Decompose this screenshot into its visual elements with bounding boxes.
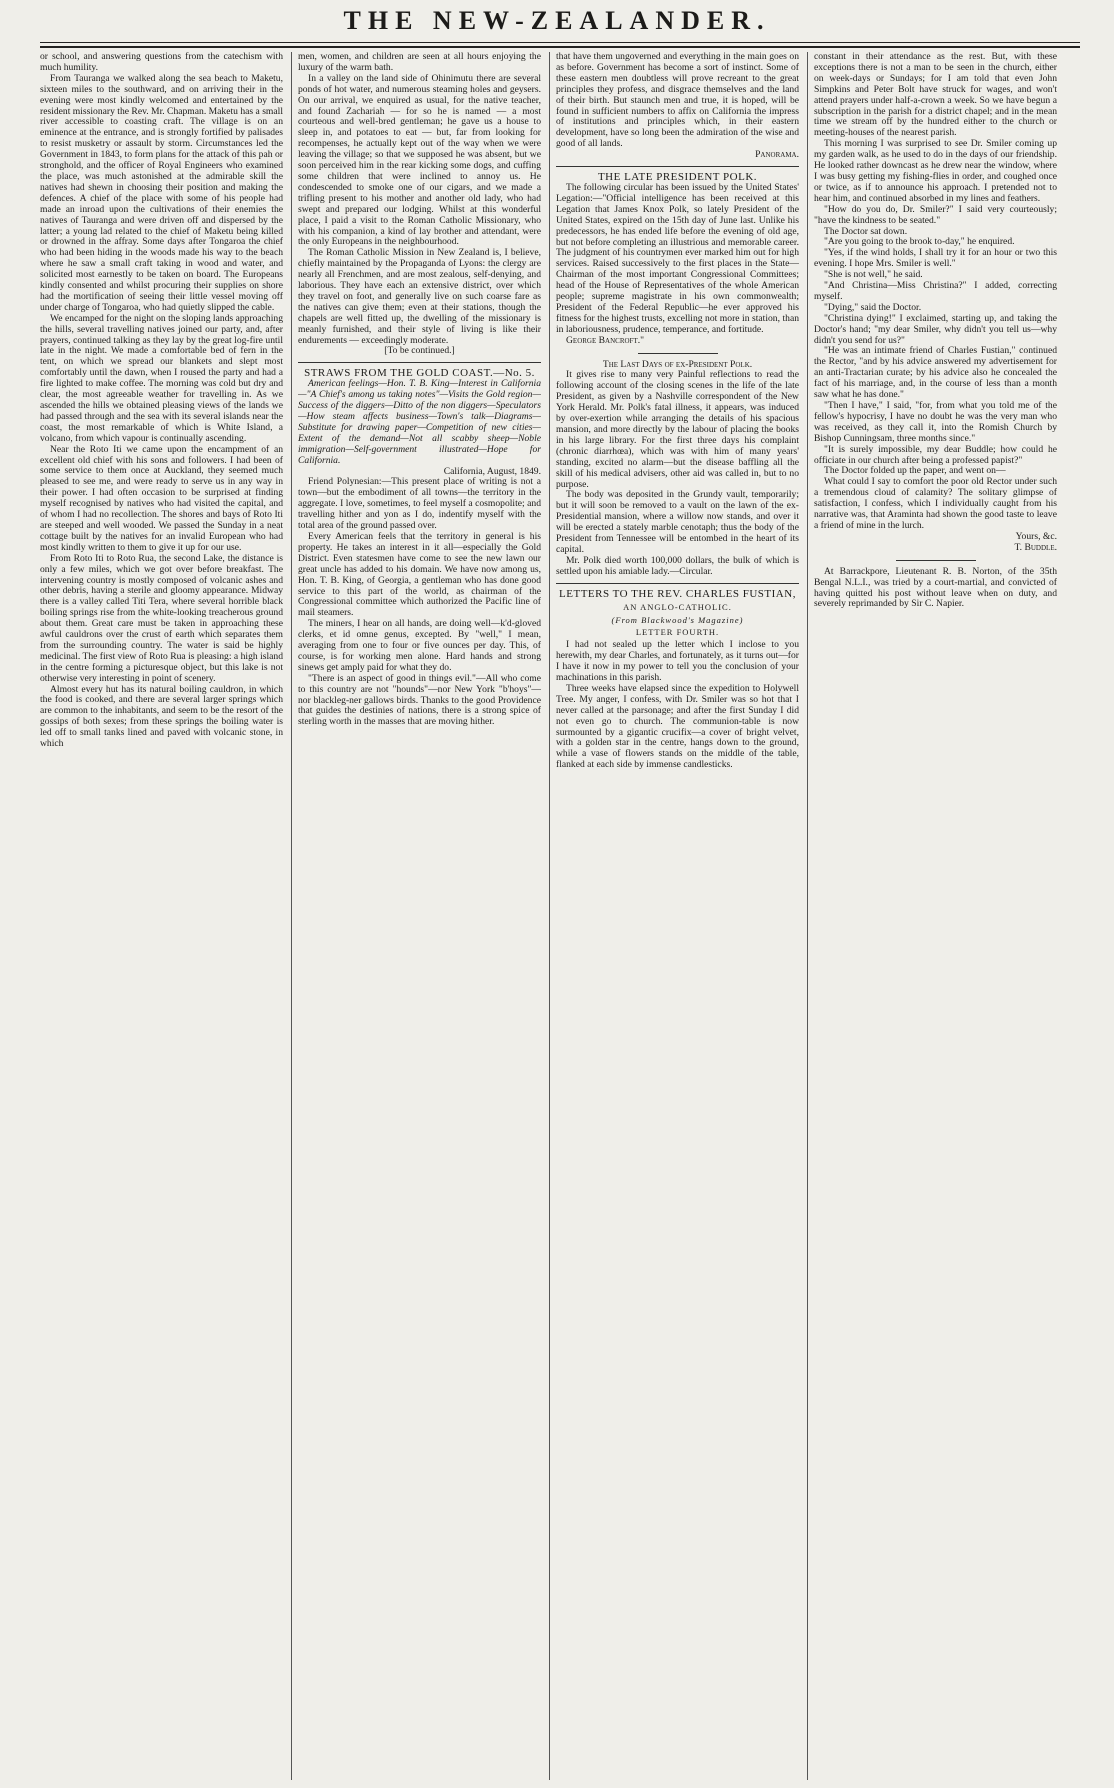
masthead-rule	[40, 42, 1080, 43]
article-divider	[556, 583, 799, 584]
article-summary: American feelings—Hon. T. B. King—Interest in California—"A Chief's among us taking notes"—Visits the Gold region—Success of the diggers—Ditto of the non diggers—Speculators—How steam affects business—Town's talk—Diagrams—Substitute for drawing paper—Competition of new cities—Extent of the demand—Not all scabby sheep—Noble immigration—Self-government illustrated—Hope for California.	[298, 378, 541, 466]
paragraph: The body was deposited in the Grundy vault, temporarily; but it will soon be removed to a vault on the lawn of the ex-Presidential mansion, where a willow now stands, and over it will be erected a stately marble cenotaph; thus the body of the President from Tennessee will be entombed in the heart of its capital.	[556, 489, 799, 555]
column-1	[40, 52, 283, 1780]
signature: George Bancroft."	[566, 334, 645, 346]
dateline: California, August, 1849.	[443, 465, 541, 477]
paragraph: Mr. Polk died worth 100,000 dollars, the bulk of which is settled upon his amiable lady.—Circular.	[556, 554, 799, 577]
letter-number: LETTER FOURTH.	[635, 627, 720, 638]
paragraph: "Then I have," I said, "for, from what you told me of the fellow's hypocrisy, I have no doubt he was the very man who was received, as they call it, into the Romish Church by Bishop Cunningsam, three months since."	[814, 400, 1057, 444]
dialogue-line: "Are you going to the brook to-day," he enquired.	[824, 236, 1015, 248]
paragraph: I had not sealed up the letter which I inclose to you herewith, my dear Charles, and fortunately, as it turns out—for I have it now in my power to tell you the conclusion of your machinations in this parish.	[556, 639, 799, 684]
paragraph: Every American feels that the territory in general is his property. He takes an interest in it all—especially the Gold District. Even statesmen have come to see the new lawn our great uncle has added to his domain. We have now among us, Hon. T. B. King, of Georgia, a gentleman who has done good service to this part of the world, as chairman of the Congressional committee which authorized the Pacific line of mail steamers.	[298, 530, 541, 619]
to-be-continued: [To be continued.]	[384, 345, 455, 357]
news-notice: At Barrackpore, Lieutenant R. B. Norton, of the 35th Bengal N.L.I., was tried by a court-martial, and convicted of having quitted his post without leave when on duty, and severely reprimanded by Sir C. Napier.	[814, 565, 1057, 610]
section-heading: The Last Days of ex-President Polk.	[602, 358, 753, 370]
masthead-rule-double	[40, 46, 1080, 48]
paragraph: Almost every hut has its natural boiling cauldron, in which the food is cooked, and there are several larger springs which are common to the inhabitants, and seem to be the resort of the gossips of both sexes; from these springs the boiling water is led off to small tanks lined and paved with volcanic stone, in which	[40, 683, 283, 750]
dialogue-line: "How do you do, Dr. Smiler?" I said very courteously; "have the kindness to be seated."	[814, 203, 1057, 226]
dialogue-line: "Christina dying!" I exclaimed, starting up, and taking the Doctor's hand; "my dear Smiler, why didn't you tell us—why didn't you send for us?"	[814, 312, 1057, 346]
article-heading: LETTERS TO THE REV. CHARLES FUSTIAN,	[559, 587, 796, 600]
paragraph: In a valley on the land side of Ohinimutu there are several ponds of hot water, and numerous steaming holes and geysers. On our arrival, we enquired as usual, for the native teacher, and found Zachariah — for so he is named — a most courteous and well-bred gentleman; he gave us a house to sleep in, and potatoes to eat — but, far from looking for recompenses, he actually kept out of the way when we were leaving the village; so that we supposed he was absent, but we soon perceived him in the rear kicking some dogs, and cuffing some children that were inclined to annoy us. He condescended to smoke one of our cigars, and we made a trifling present to his mother and another old lady, who had swept and prepared our lodging. Whilst at this wonderful place, I paid a visit to the Roman Catholic Missionary, who with his companion, a kind of lay brother and attendant, were the only Europeans in the neighbourhood.	[298, 72, 541, 248]
article-source: (From Blackwood's Magazine)	[611, 614, 744, 625]
paragraph: From Tauranga we walked along the sea beach to Maketu, sixteen miles to the southward, and on arriving their in the evening were most kindly welcomed and entertained by the resident missionary the Rev. Mr. Chapman. Maketu has a small river accessible to coasting craft. The village is on an eminence at the entrance, and is strongly fortified by palisades to resist musketry or assault by storm. Circumstances led the Government in 1843, to form plans for the attack of this pah or stronghold, and the officer of Royal Engineers who examined the place, was much astonished at the admirable skill the natives had shewn in choosing their position and making the defences. A chief of the place with some of his people had made an inroad upon the cultivations of their enemies the natives of Tauranga and were driven off and dispersed by the latter; a young lad related to the chief of Maketu being killed or drowned in the affray. Some days after Tongaroa the chief who had been hiding in the woods made his way to the beach where he saw a small craft taking in wood and water, and solicited most earnestly to be taken on board. The Europeans kindly consented and whilst procuring their supplies on shore had the mortification of seeing their little vessel moving off under charge of Tongaroa, who had quietly slipped the cable.	[40, 72, 283, 313]
column-separator	[807, 52, 808, 1780]
paragraph: The following circular has been issued by the United States' Legation:—"Official intelligence has been received at this Legation that James Knox Polk, so lately President of the United States, expired on the 15th day of June last. Unlike his predecessors, he has ended life before the evening of old age, but not before completing an illustrious and memorable career. The judgment of his countrymen ever marked him out for high services. Raised successively to the first places in the State—Chairman of the most important Congressional Committees; head of the House of Representatives of the whole American people; supreme magistrate in his own commonwealth; President of the Federal Republic—he ever approved his fitness for the highest trusts, excelling not more in station, than in laboriousness, prudence, temperance, and fortitude.	[556, 181, 799, 335]
dialogue-line: "And Christina—Miss Christina?" I added, correcting myself.	[814, 280, 1057, 302]
article-subheading: AN ANGLO-CATHOLIC.	[623, 601, 732, 612]
section-divider	[638, 353, 718, 354]
paragraph: "He was an intimate friend of Charles Fustian," continued the Rector, "and by his advice answered my advertisement for an anti-Tractarian curate; by his advice also he concealed the fact of his marriage, and, in the course of less than a month saw what he has done."	[814, 345, 1057, 401]
dialogue-line: "Yes, if the wind holds, I shall try it for an hour or two this evening. I hope Mrs. Smiler is well."	[814, 247, 1057, 270]
paragraph: or school, and answering questions from the catechism with much humility.	[40, 52, 283, 73]
masthead: THE NEW-ZEALANDER.	[343, 6, 771, 35]
column-2	[298, 52, 541, 1780]
column-3	[556, 52, 799, 1780]
article-heading: THE LATE PRESIDENT POLK.	[597, 171, 758, 184]
paragraph: We encamped for the night on the sloping lands approaching the hills, several travelling natives joined our party, and, after prayers, continued talking as they lay by the great log-fire until late in the night. We made a comfortable bed of fern in the tent, on which we spread our blankets and slept most comfortably until the dawn, when I roused the party and had a fire lighted to make coffee. The morning was cold but dry and clear, the most agreeable weather for travelling in. As we ascended the hills we obtained pleasing views of the lands we had passed through and the sea with its several islands near the coast, the most remarkable of which is White Island, a volcano, from which vapour is continually ascending.	[40, 312, 283, 444]
paragraph: Near the Roto Iti we came upon the encampment of an excellent old chief with his sons and followers. I had been of some service to them once at Auckland, they seemed much pleased to see me, and were ready to serve us in any way in their power. I had often occasion to be surprised at finding myself recognised by natives who had visited the capital, and of whom I had no recollection. The shores and bays of Roto Iti are steeped and well wooded. We passed the Sunday in a neat cottage built by the natives for an invalid European who had most kindly written to them to give it up for our use.	[40, 443, 283, 553]
article-heading: STRAWS FROM THE GOLD COAST.—No. 5.	[304, 367, 535, 380]
article-divider	[298, 362, 541, 363]
section-divider	[896, 560, 976, 561]
paragraph: that have them ungoverned and everything in the main goes on as before. Government has become a sort of instinct. Some of these eastern men doubtless will prove recreant to the great principles they profess, and disgrace themselves and the land of their birth. But staunch men and true, it is hoped, will be found in sufficient numbers to affix on California the impress of institutions and principles which, in their eastern development, have so long been the admiration of the wise and good of all lands.	[556, 52, 799, 150]
paragraph: What could I say to comfort the poor old Rector under such a tremendous cloud of calamity? The solitary glimpse of satisfaction, I confess, which I individually caught from his narrative was, that Araminta had shown the good taste to leave a friend of mine in the lurch.	[814, 476, 1057, 531]
column-separator	[291, 52, 292, 1780]
sign-off: Yours, &c.	[1015, 530, 1057, 542]
paragraph: The Roman Catholic Mission in New Zealand is, I believe, chiefly maintained by the Propaganda of Lyons: the clergy are nearly all Frenchmen, and are most zealous, self-denying, and laborious. They have each an extensive district, over which they travel on foot, and generally live on such coarse fare as the natives can give them; even at their stations, though the chapels are well fitted up, the dwelling of the missionary is meanly furnished, and their style of living is like their endurements — exceedingly moderate.	[298, 247, 541, 346]
signature: Panorama.	[755, 149, 799, 161]
article-divider	[556, 166, 799, 167]
dialogue-line: The Doctor sat down.	[824, 225, 908, 237]
paragraph: It gives rise to many very Painful reflections to read the following account of the closing scenes in the life of the late President, as given by a Nashville correspondent of the New York Herald. Mr. Polk's fatal illness, it appears, was induced by over-exertion while arranging the details of his spacious mansion, and more directly by the labour of placing the books in his large library. For the first three days his complaint (chronic diarrhœa), which was with him of many years' standing, excited no alarm—but the disease baffling all the skill of his medical advisers, other aid was called in, but to no purpose.	[556, 369, 799, 490]
dialogue-line: "It is surely impossible, my dear Buddle; how could he officiate in our church after being a professed papist?"	[814, 443, 1057, 466]
paragraph: From Roto Iti to Roto Rua, the second Lake, the distance is only a few miles, which we got over before breakfast. The intervening country is mostly composed of volcanic ashes and other debris, having a sterile and gloomy appearance. Midway there is a valley called Titi Tera, where several horrible black boiling springs rise from the white-looking treacherous ground about them. Great care must be taken in approaching these awful cauldrons over the crust of earth which separates them from the surrounding country. The water is said be highly medicinal. The first view of Roto Rua is pleasing: a high island in the centre forming a picturesque object, but this lake is not otherwise very interesting in point of scenery.	[40, 552, 283, 684]
paragraph: men, women, and children are seen at all hours enjoying the luxury of the warm bath.	[298, 52, 541, 73]
signature: T. Buddle.	[1014, 541, 1057, 553]
paragraph: constant in their attendance as the rest. But, with these exceptions there is not a man to be seen in the church, either on week-days or Sundays; for I am told that even John Simpkins and Peter Bolt have struck for wages, and won't attend prayers under half-a-crown a week. So we have begun a subscription in the parish for a district chapel; and in the mean time we stream off by the hundred either to the church or meeting-houses of the nearest parish.	[814, 52, 1057, 139]
paragraph: Three weeks have elapsed since the expedition to Holywell Tree. My anger, I confess, with Dr. Smiler was so hot that I never called at the parsonage; and after the first Sunday I did not even go to church. The communion-table is now surmounted by a gigantic crucifix—a cover of bright velvet, with a golden star in the centre, hangs down to the ground, while a vase of flowers stands on the middle of the table, flanked at each side by immense candlesticks.	[556, 682, 799, 771]
dialogue-line: "She is not well," he said.	[824, 269, 923, 281]
column-separator	[549, 52, 550, 1780]
paragraph: Friend Polynesian:—This present place of writing is not a town—but the embodiment of all towns—the territory in the aggregate. I love, sometimes, to feel myself a cosmopolite; and travelling hither and yon as I do, indentify myself with the total area of the ground passed over.	[298, 476, 541, 532]
paragraph: The Doctor folded up the paper, and went on—	[824, 465, 1006, 477]
paragraph: This morning I was surprised to see Dr. Smiler coming up my garden walk, as he used to do in the days of our friendship. He looked rather downcast as he drew near the window, where I was busy getting my fishing-flies in order, and coughed once or twice, as if to announce his approach. I pretended not to hear him, and continued absorbed in my lines and feathers.	[814, 138, 1057, 204]
paragraph: The miners, I hear on all hands, are doing well—k'd-gloved clerks, et id omne genus, excepted. By "well," I mean, averaging from one to four or five ounces per day. This, of course, is for working men alone. Hard hands and strong sinews get amply paid for what they do.	[298, 618, 541, 673]
dialogue-line: "Dying," said the Doctor.	[824, 301, 922, 313]
column-4	[814, 52, 1057, 1780]
paragraph: "There is an aspect of good in things evil."—All who come to this country are not "hounds"—nor New York "b'hoys"—nor blackleg-ner gallows birds. Thanks to the good Providence that guides the destinies of nations, there is a strong spice of sterling worth in the masses that are moving hither.	[298, 672, 541, 728]
